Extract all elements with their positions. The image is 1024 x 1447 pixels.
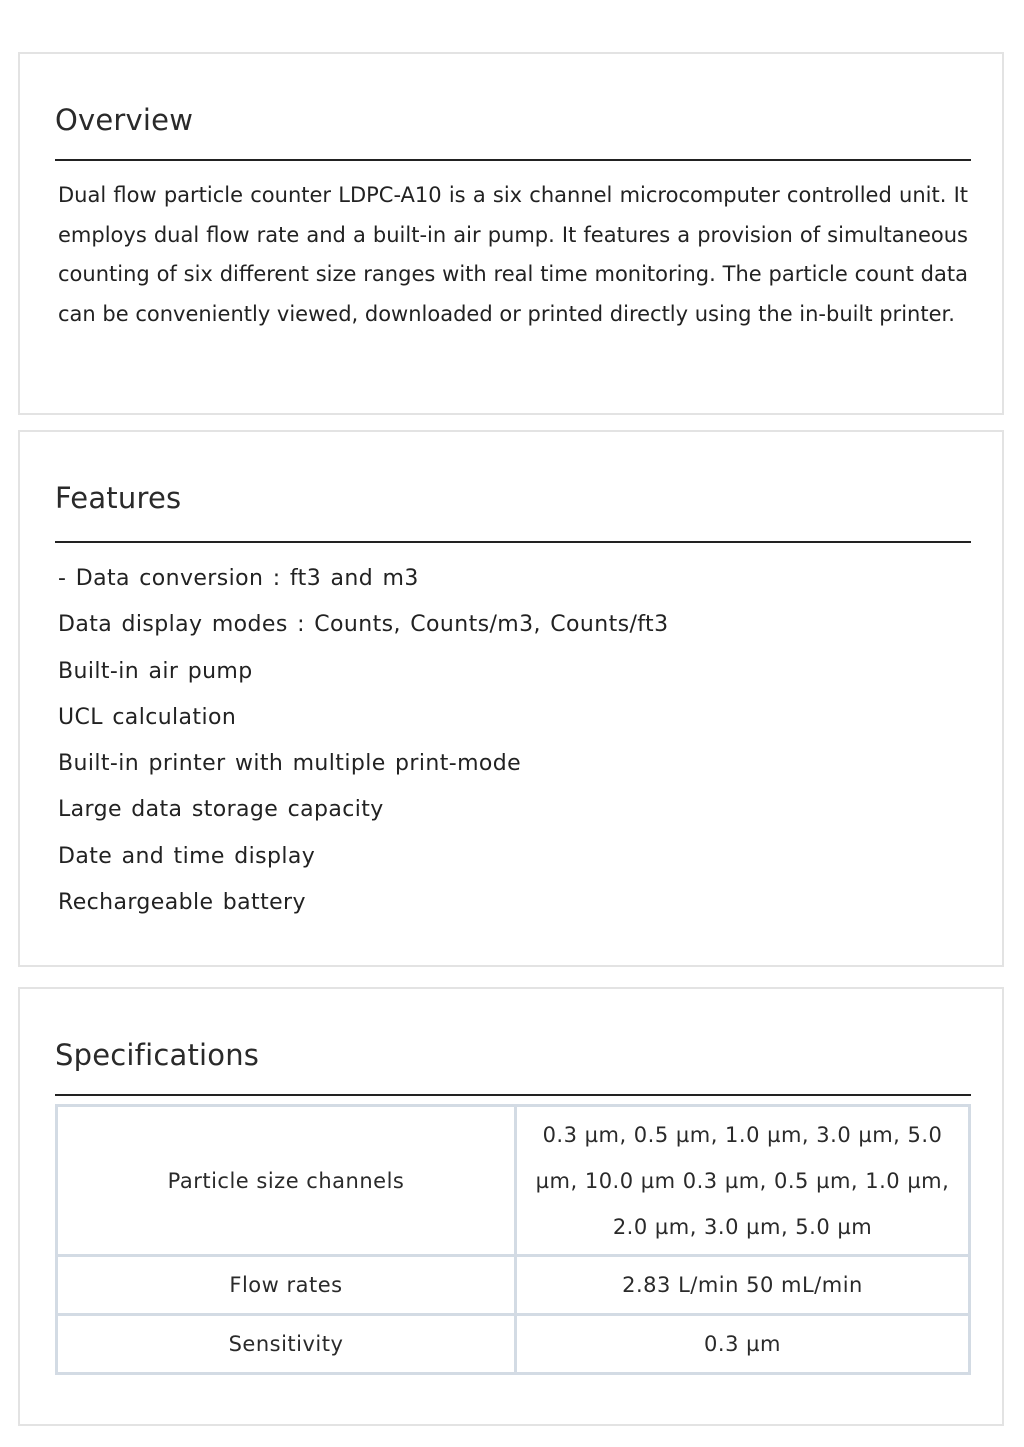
overview-card [18, 52, 1004, 415]
overview-paragraph: Dual flow particle counter LDPC-A10 is a six channel microcomputer controlled unit. It employs dual flow rate and a built-in air pump. It features a provision of simultaneous counting of six different size ranges with real time monitoring. The particle count data can be conveniently viewed, downloaded or printed directly using the in-built printer. [58, 183, 968, 326]
overview-title-divider [55, 159, 971, 161]
specifications-card [18, 987, 1004, 1426]
features-title-divider [55, 541, 971, 543]
spec-value-particle-size: 0.3 µm, 0.5 µm, 1.0 µm, 3.0 µm, 5.0 µm, 10.0 µm 0.3 µm, 0.5 µm, 1.0 µm, 2.0 µm, 3.0 µm, 5.0 µm [516, 1106, 970, 1256]
overview-title: Overview [55, 103, 194, 137]
spec-label-flow-rates: Flow rates [57, 1256, 516, 1315]
features-title: Features [55, 481, 182, 515]
spec-value-flow-rates: 2.83 L/min 50 mL/min [516, 1256, 970, 1315]
spec-label-sensitivity: Sensitivity [57, 1315, 516, 1374]
feature-item-ucl: UCL calculation [58, 704, 237, 730]
spec-value-sensitivity: 0.3 µm [516, 1315, 970, 1374]
feature-item-date-time: Date and time display [58, 843, 316, 869]
table-row [57, 1315, 970, 1374]
specifications-title: Specifications [55, 1038, 260, 1072]
feature-item-data-conversion: - Data conversion : ft3 and m3 [58, 566, 419, 591]
table-row [57, 1106, 970, 1256]
feature-item-battery: Rechargeable battery [58, 890, 306, 916]
feature-item-air-pump: Built-in air pump [58, 658, 253, 684]
specifications-title-divider [55, 1094, 971, 1096]
features-list [58, 556, 668, 926]
feature-item-display-modes: Data display modes : Counts, Counts/m3, Counts/ft3 [58, 612, 669, 638]
features-card [18, 430, 1004, 967]
feature-item-storage: Large data storage capacity [58, 797, 384, 823]
table-row [57, 1256, 970, 1315]
spec-label-particle-size: Particle size channels [57, 1106, 516, 1256]
specifications-table [55, 1104, 971, 1375]
feature-item-printer: Built-in printer with multiple print-mode [58, 751, 522, 777]
